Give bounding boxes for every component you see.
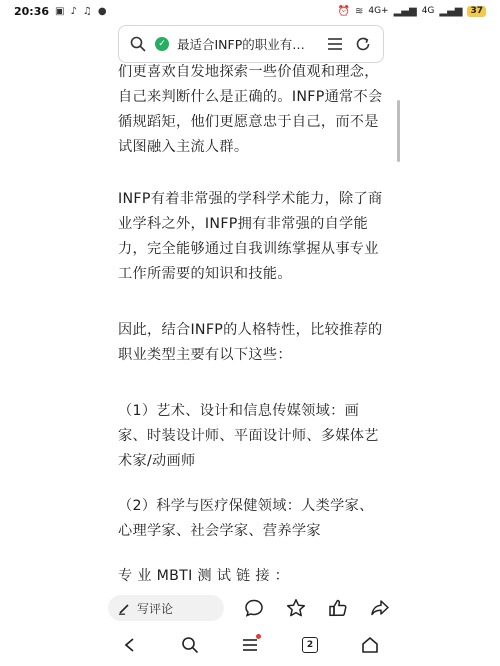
article-body: [118, 64, 384, 588]
mbti-test-link-label[interactable]: 专 业 MBTI 测 试 链 接 ：: [118, 568, 290, 584]
like-thumb-icon[interactable]: [326, 596, 350, 620]
search-nav-icon[interactable]: [178, 633, 202, 657]
search-icon[interactable]: [129, 35, 147, 53]
home-icon[interactable]: [358, 633, 382, 657]
share-icon[interactable]: [368, 596, 392, 620]
tab-count: 2: [302, 637, 318, 653]
bottom-nav: [108, 630, 392, 660]
tabs-icon[interactable]: [298, 633, 322, 657]
wifi-icon: ≋: [354, 5, 364, 17]
write-comment-label: 写评论: [137, 601, 174, 616]
notification-dot: [256, 634, 261, 639]
reader-mode-icon[interactable]: [325, 34, 345, 54]
battery-indicator: 37: [467, 6, 486, 17]
status-bar: [0, 0, 500, 22]
article-paragraph: INFP有着非常强的学科学术能力，除了商业学科之外，INFP拥有非常强的自学能力，完全能够通过自我训练掌握从事专业工作所需要的知识和技能。: [118, 191, 383, 282]
back-icon[interactable]: [118, 633, 142, 657]
address-bar[interactable]: [118, 25, 384, 63]
status-right: [338, 6, 486, 17]
secure-shield-icon: ✓: [155, 37, 169, 51]
message-icon: ●: [97, 5, 107, 17]
comment-bar: [108, 592, 392, 624]
article-paragraph: （1）艺术、设计和信息传媒领域：画家、时装设计师、平面设计师、多媒体艺术家/动画师: [118, 403, 379, 469]
comment-icon[interactable]: [242, 596, 266, 620]
scrollbar-thumb[interactable]: [397, 100, 400, 162]
network-type-2: 4G: [421, 6, 435, 16]
article-paragraph: 们更喜欢自发地探索一些价值观和理念，自己来判断什么是正确的。INFP通常不会循规蹈矩，他们更愿意忠于自己，而不是试图融入主流人群。: [118, 64, 383, 155]
status-time: 20:36: [14, 4, 50, 18]
notification-icon: ▣: [55, 5, 65, 17]
refresh-icon[interactable]: [353, 34, 373, 54]
app-icon: ♪: [70, 5, 77, 17]
write-comment-button[interactable]: [108, 595, 224, 621]
tiktok-icon: ♫: [82, 5, 92, 17]
page-title[interactable]: 最适合INFP的职业有…: [177, 37, 305, 52]
network-type-1: 4G+: [368, 6, 389, 16]
article-paragraph: （2）科学与医疗保健领域：人类学家、心理学家、社会学家、营养学家: [118, 498, 374, 539]
favorite-star-icon[interactable]: [284, 596, 308, 620]
alarm-icon: ⏰: [337, 5, 350, 17]
signal-icon: ▂▄▆: [393, 5, 417, 17]
pen-icon: [118, 602, 131, 615]
signal-icon-2: ▂▄▆: [439, 5, 463, 17]
menu-icon[interactable]: [238, 633, 262, 657]
article-paragraph: 因此，结合INFP的人格特性，比较推荐的职业类型主要有以下这些：: [118, 322, 383, 363]
status-left: [14, 5, 107, 18]
